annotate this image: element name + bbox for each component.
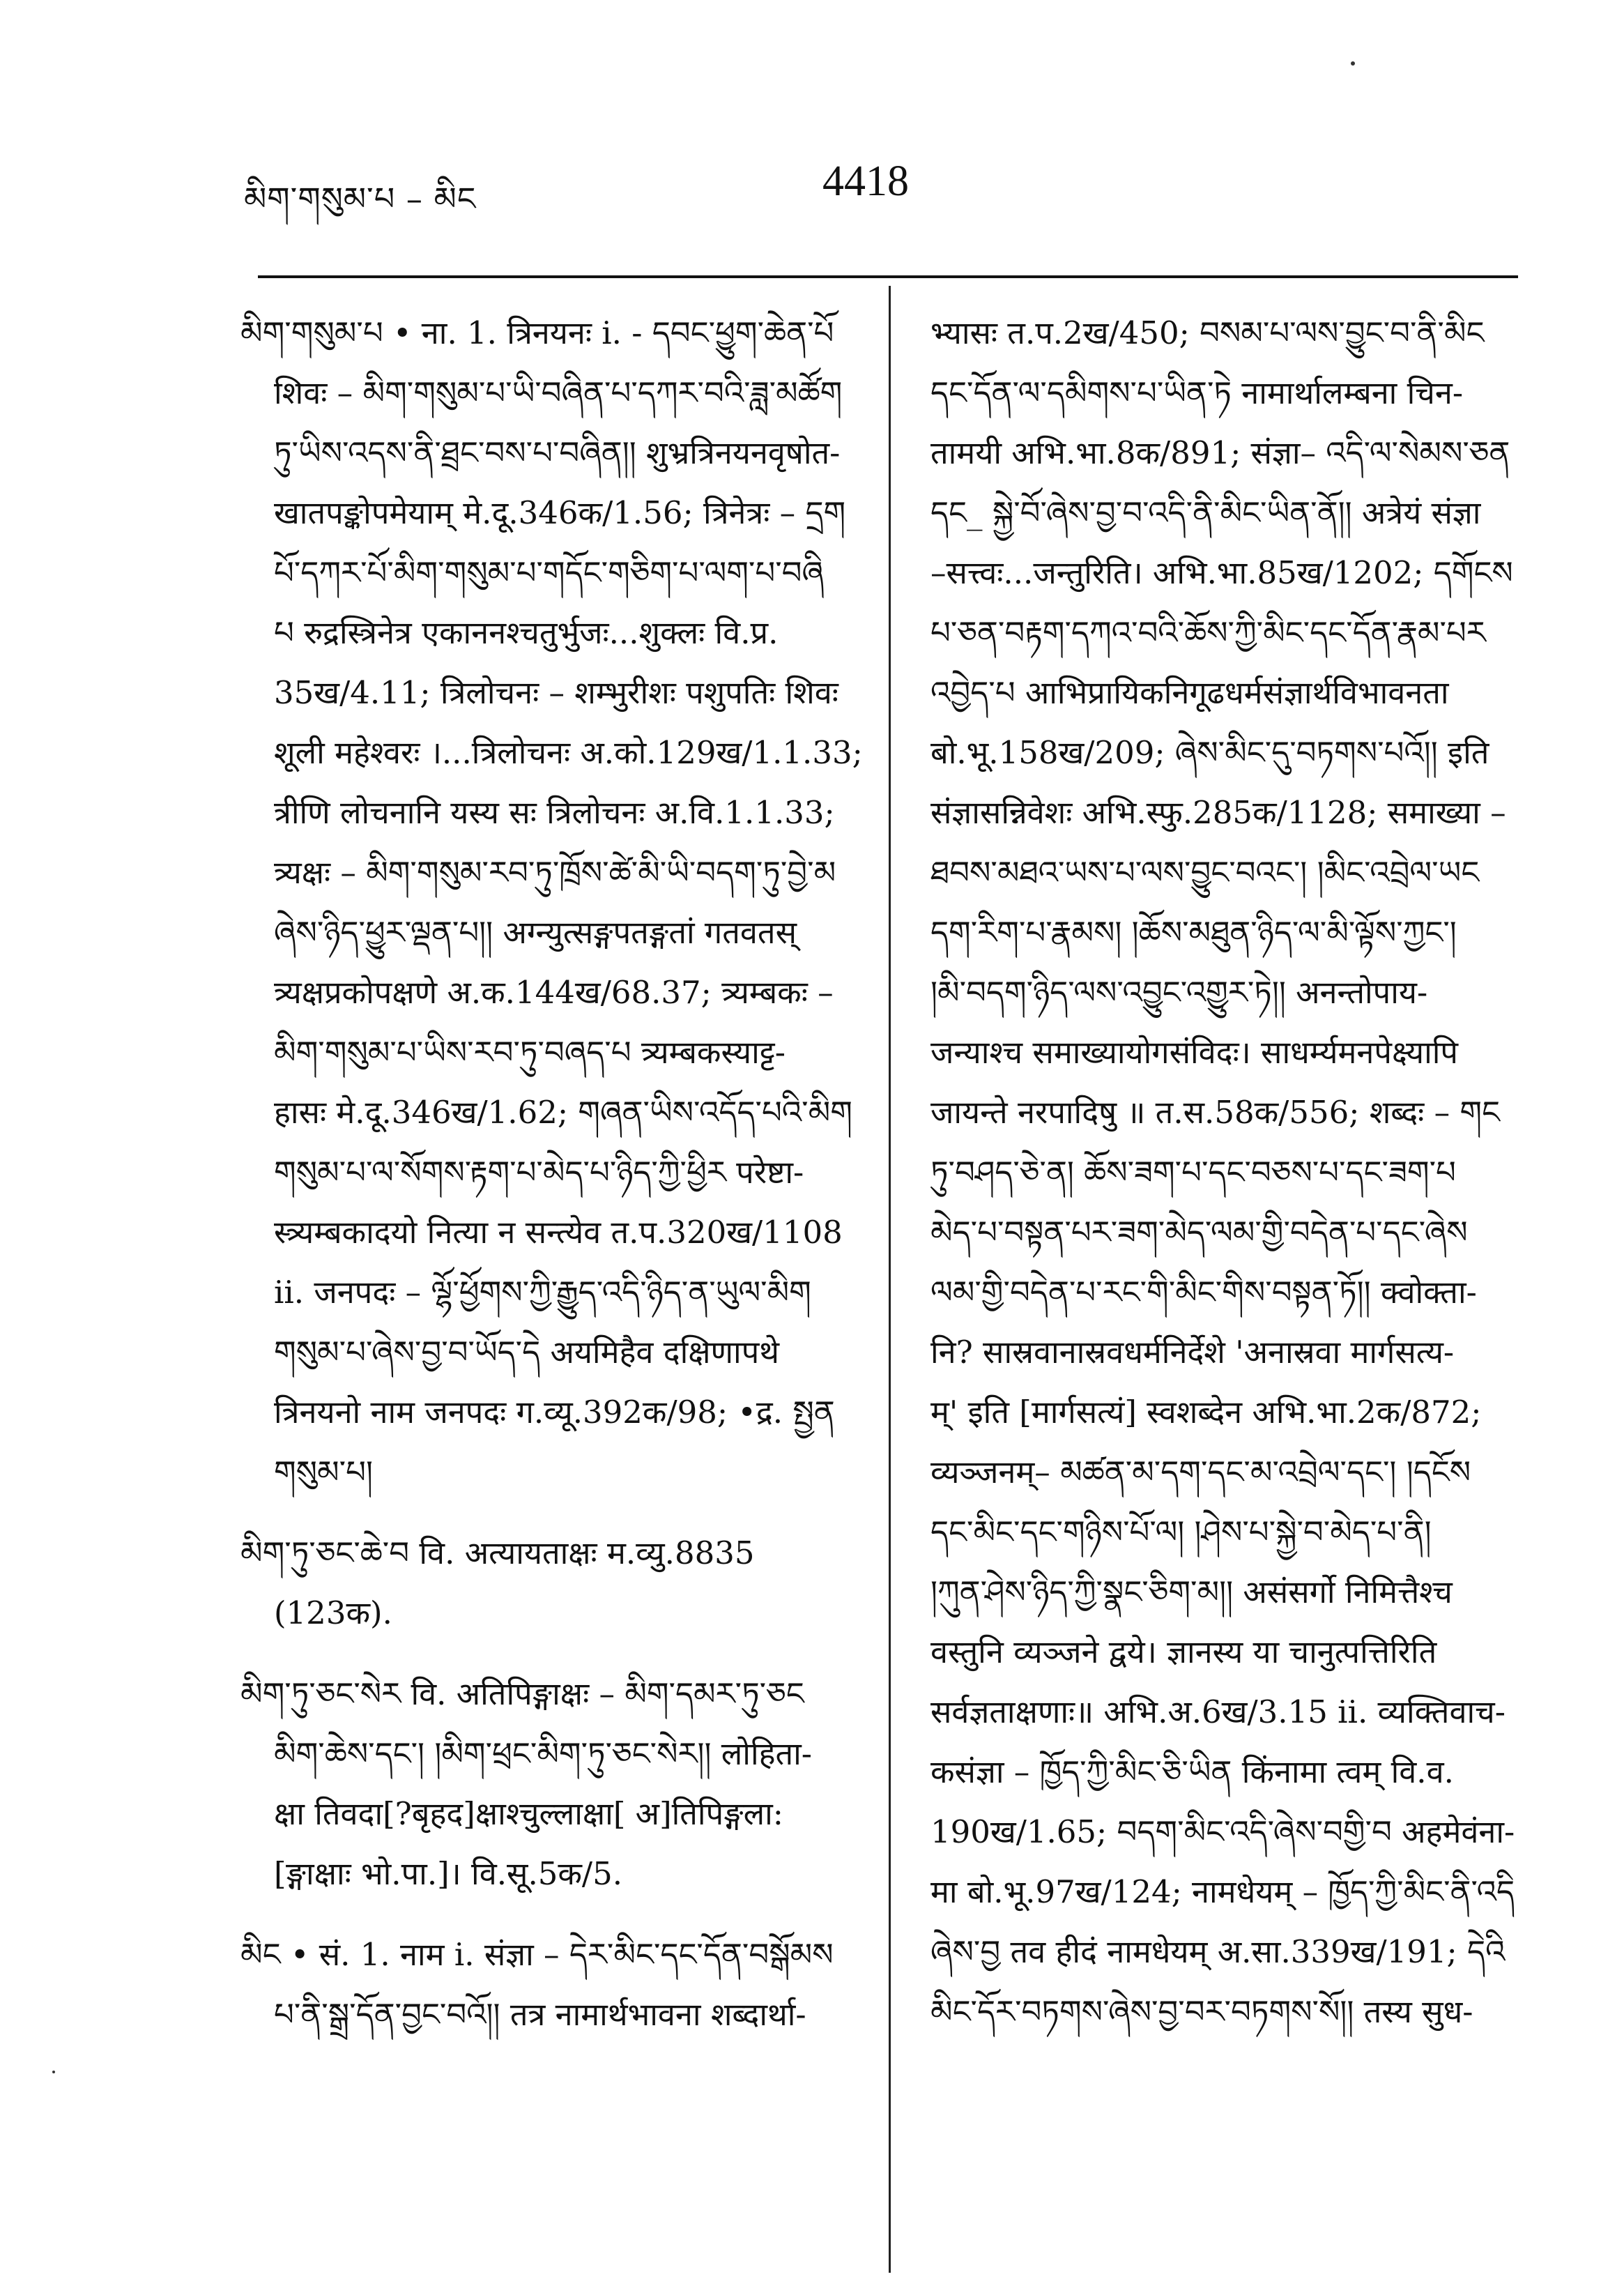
text-line: པ रुद्रस्त्रिनेत्र एकाननश्चतुर्भुजः...शुक्लः वि.प्र. — [274, 614, 779, 651]
text-line: མིག་ཏུ་ཅང་སེར वि. अतिपिङ्गाक्षः – མིག་དམར་ཏུ་ཅང — [240, 1675, 804, 1712]
text-line: དང་དོན་ལ་དམིགས་པ་ཡིན་ཏེ नामार्थालम्बना चिन- — [930, 374, 1464, 411]
text-line: ཏུ་བཤད་ཅེ་ན། ཆོས་ཟག་པ་དང་བཅས་པ་དང་ཟག་པ — [930, 1154, 1456, 1191]
running-head: མིག་གསུམ་པ – མིང — [244, 180, 477, 218]
text-line: कसंज्ञा – ཁྱོད་ཀྱི་མིང་ཅི་ཡིན किंनामा त्वम् वि.व. — [930, 1753, 1454, 1790]
entry-gap — [240, 1904, 864, 1925]
text-line: མེད་པ་བསྟན་པར་ཟག་མེད་ལམ་གྱི་བདེན་པ་དང་ཞེས — [930, 1214, 1468, 1251]
page-number: 4418 — [822, 158, 909, 205]
text-line: པ་ཅན་བརྟག་དཀའ་བའི་ཆོས་ཀྱི་མིང་དང་དོན་རྣམ་པར — [930, 614, 1486, 651]
speck — [52, 2071, 55, 2073]
text-line: (123क). — [274, 1594, 392, 1631]
text-line: །ཀུན་ཤེས་ཉིད་ཀྱི་སྣང་ཅིག་མ།། असंसर्गो निमित्तैश्च — [930, 1573, 1453, 1610]
text-line: པ་ནི་སྒྲ་དོན་བྱང་བའོ།། तत्र नामार्थभावना शब्दार्था- — [274, 1996, 806, 2033]
text-line: हासः मे.दू.346ख/1.62; གཞན་ཡིས་འདོད་པའི་མིག — [274, 1094, 852, 1131]
speck — [1351, 61, 1355, 66]
right-column — [930, 303, 1530, 2042]
text-line: व्यञ्जनम्– མཚན་མ་དག་དང་མ་འབྲེལ་དང་། །དངོས — [930, 1454, 1471, 1491]
text-line: शिवः – མིག་གསུམ་པ་ཡི་བཞིན་པ་དཀར་བའི་ཟླ་མཚོག — [274, 374, 843, 411]
text-line: མིག་ཏུ་ཅང་ཆེ་བ वि. अत्यायताक्षः म.व्यु.8835 — [240, 1534, 755, 1571]
text-line: जायन्ते नरपादिषु ॥ त.स.58क/556; शब्दः – གང — [930, 1094, 1501, 1131]
header-rule — [258, 275, 1518, 278]
text-line: ལམ་གྱི་བདེན་པ་རང་གི་མིང་གིས་བསྟན་ཏོ།། क्वोक्ता- — [930, 1274, 1477, 1311]
text-line: ཐབས་མཐའ་ཡས་པ་ལས་བྱུང་བའང་། །མིང་འབྲེལ་ཡང — [930, 854, 1480, 891]
text-line: དང_ སྐྱེ་བོ་ཞེས་བྱ་བ་འདི་ནི་མིང་ཡིན་ནོ།། अत्रेयं संज्ञा — [930, 494, 1481, 531]
text-line: མིང • सं. 1. नाम i. संज्ञा – དེར་མིང་དང་དོན་བསྒོམས — [240, 1936, 834, 1973]
text-line: –सत्त्वः...जन्तुरिति। अभि.भा.85ख/1202; དགོངས — [930, 554, 1513, 591]
text-line: ii. जनपदः – ལྷོ་ཕྱོགས་ཀྱི་རྒྱུད་འདི་ཉིད་ན་ཡུལ་མིག — [274, 1274, 811, 1311]
text-line: खातपङ्कोपमेयाम् मे.दू.346क/1.56; त्रिनेत्रः – དྲག — [274, 494, 846, 531]
text-line: सर्वज्ञताक्षणाः॥ अभि.अ.6ख/3.15 ii. व्यक्तिवाच- — [930, 1693, 1506, 1730]
text-line: མིག་གསུམ་པ • ना. 1. त्रिनयनः i. - དབང་ཕྱུག་ཆེན་པོ — [240, 314, 834, 351]
text-line: तामयी अभि.भा.8क/891; संज्ञा– འདི་ལ་སེམས་ཅན — [930, 434, 1510, 471]
text-line: क्षा तिवदा[?बृहद]क्षाश्चुल्लाक्षा[ अ]तिपिङ्गला: — [274, 1795, 783, 1832]
text-line: संज्ञासन्निवेशः अभि.स्फु.285क/1128; समाख्या – — [930, 794, 1506, 831]
text-line: मा बो.भू.97ख/124; नामधेयम् – ཁྱོད་ཀྱི་མིང་ནི་འདི — [930, 1873, 1515, 1910]
text-line: 190ख/1.65; བདག་མིང་འདི་ཞེས་བགྱི་བ अहमेवंना- — [930, 1813, 1515, 1850]
text-line: स्त्र्यम्बकादयो नित्या न सन्त्येव त.प.320ख/1108 — [274, 1214, 843, 1251]
text-line: बो.भू.158ख/209; ཞེས་མིང་དུ་བཏགས་པའོ།། इति — [930, 734, 1489, 771]
text-line: त्र्यक्षप्रकोपक्षणे अ.क.144ख/68.37; त्र्यम्बकः – — [274, 974, 834, 1011]
text-line: जन्याश्च समाख्यायोगसंविदः। साधर्म्यमनपेक्ष्यापि — [930, 1034, 1458, 1071]
text-line: མིང་དོར་བཏགས་ཞེས་བྱ་བར་བཏགས་སོ།། तस्य सुध- — [930, 1993, 1473, 2030]
text-line: གསུམ་པ་ལ་སོགས་རྟག་པ་མེད་པ་ཉིད་ཀྱི་ཕྱིར परेष्टा- — [274, 1154, 804, 1191]
text-line: वस्तुनि व्यञ्जने द्वये। ज्ञानस्य या चानुत्पत्तिरिति — [930, 1633, 1437, 1670]
text-line: འབྱེད་པ आभिप्रायिकनिगूढधर्मसंज्ञार्थविभावनता — [930, 674, 1449, 711]
text-line: [ङ्गाक्षाः भो.पा.]। वि.सू.5क/5. — [274, 1855, 623, 1892]
text-line: གསུམ་པ། — [274, 1454, 373, 1491]
text-line: གསུམ་པ་ཞེས་བྱ་བ་ཡོད་དེ अयमिहैव दक्षिणापथे — [274, 1334, 780, 1371]
column-divider — [889, 286, 891, 2273]
text-line: म्' इति [मार्गसत्यं] स्वशब्देन अभि.भा.2क/872; — [930, 1394, 1482, 1431]
text-line: མིག་ཆེས་དང་། །མིག་ཕྲང་མིག་ཏུ་ཅང་སེར།། लोहिता- — [274, 1735, 813, 1772]
text-line: त्रीणि लोचनानि यस्य सः त्रिलोचनः अ.वि.1.1.33; — [274, 794, 835, 831]
text-line: भ्यासः त.प.2ख/450; བསམ་པ་ལས་བྱུང་བ་ནི་མིང — [930, 314, 1485, 351]
text-line: ཏུ་ཡིས་འདས་ནི་ཐྲང་བས་པ་བཞིན།། शुभ्रत्रिनयनवृषोत- — [274, 434, 841, 471]
text-line: མིག་གསུམ་པ་ཡིས་རབ་ཏུ་བཞད་པ त्र्यम्बकस्याट्ट- — [274, 1034, 786, 1071]
text-line: པོ་དཀར་པོ་མིག་གསུམ་པ་གདོང་གཅིག་པ་ལག་པ་བཞི — [274, 554, 824, 591]
text-line: དང་མིང་དང་གཉིས་པོ་ལ། །ཤེས་པ་སྐྱེ་བ་མེད་པ་ནི། — [930, 1514, 1432, 1550]
entry-gap — [240, 1502, 864, 1523]
entry-gap — [240, 1643, 864, 1664]
text-line: ཞེས་ཉིད་ཕྱུར་ལྡན་པ།། अग्न्युत्सङ्गपतङ्गतां गतवतस् — [274, 914, 797, 951]
text-line: नि? सास्रवानास्रवधर्मनिर्देशे 'अनास्रवा मार्गसत्य- — [930, 1334, 1455, 1371]
text-line: དག་རིག་པ་རྣམས། །ཆོས་མཐུན་ཉིད་ལ་མི་ལྟོས་ཀྱང་། — [930, 914, 1457, 951]
left-column — [240, 303, 864, 2045]
text-line: ཞེས་བྱ तव हीदं नामधेयम् अ.सा.339ख/191; དེའི — [930, 1933, 1506, 1970]
text-line: शूली महेश्वरः ।...त्रिलोचनः अ.को.129ख/1.1.33; — [274, 734, 863, 771]
text-line: त्र्यक्षः – མིག་གསུམ་རབ་ཏུ་ཁྲོས་ཚེ་མི་ཡི་བདག་ཏུ་བྱེ་མ — [274, 854, 836, 891]
text-line: 35ख/4.11; त्रिलोचनः – शम्भुरीशः पशुपतिः शिवः — [274, 674, 838, 711]
text-line: །མི་བདག་ཉིད་ལས་འབྱུང་འགྱུར་ཏེ།། अनन्तोपाय- — [930, 974, 1428, 1011]
text-line: त्रिनयनो नाम जनपदः ग.व्यू.392क/98; •द्र. སྤྱན — [274, 1394, 835, 1431]
